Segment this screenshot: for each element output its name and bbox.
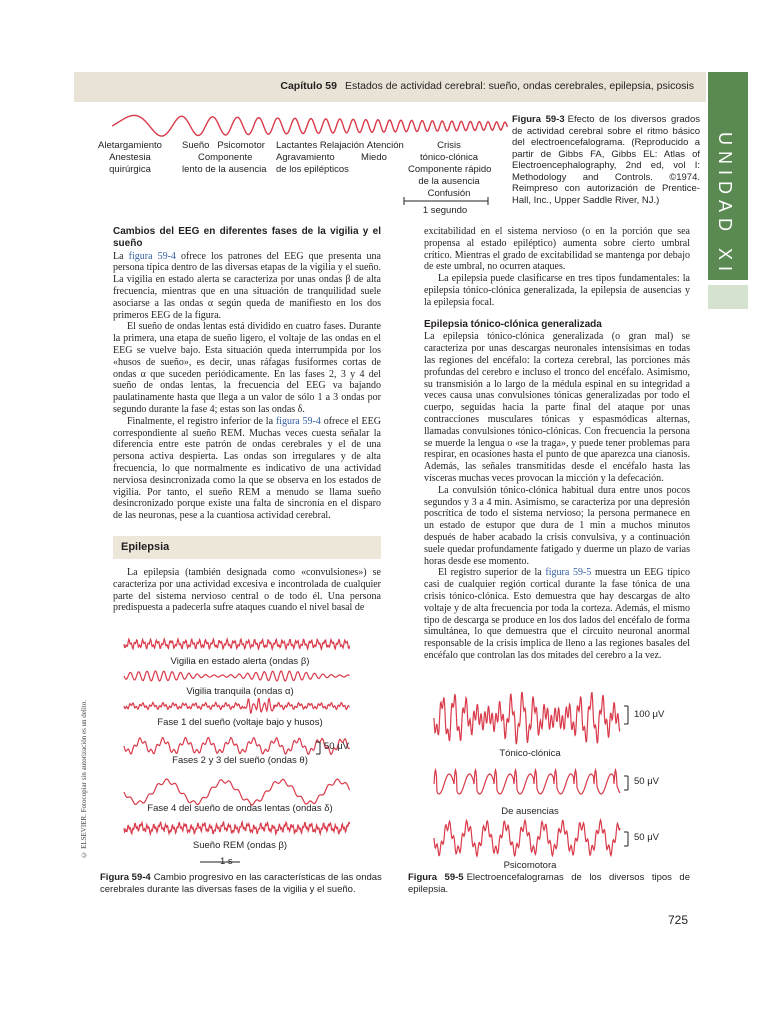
fig59-3-caption [512,114,700,206]
right-paragraph-4: La convulsión tónico-clónica habitual dura entre unos pocos segundos y 3 a 4 min. Asimismo, se caracteriza por una depresión poscrítica de todo el sistema nervioso; la persona permanece en un estado de estupor que dura de 1 min a muchos minutos después de haber acabado la crisis convulsiva, y a continuación suele quedar profundamente fatigado y duerme un plazo de varias horas desde ese momento. [424,484,690,567]
unit-tab-label: UNIDAD XI [715,132,735,278]
right-column [424,226,690,662]
copyright-note [80,700,94,900]
fig59-5-caption [408,872,690,895]
left-paragraph-3: Finalmente, el registro inferior de la figura 59-4 ofrece el EEG correspondiente al sueño REM. Muchas veces cuesta señalar la diferencia entre este patrón de ondas cerebrales y el de una persona activa despierta. Las ondas son irregulares y de alta frecuencia, lo que normalmente es indicativo de una actividad nerviosa desincronizada como la que se observa en los estados de vigilia. Por tanto, el sueño REM a menudo se llama sueño desincronizado porque existe una falta de sincronía en el disparo de las neuronas, pese a la cuantiosa actividad cerebral. [113,415,381,522]
fig59-4-trace-2 [124,671,350,681]
page-number: 725 [668,913,689,927]
left-column [113,226,381,522]
fig59-5-trace-label-2: De ausencias [501,806,559,817]
left-paragraph-2: El sueño de ondas lentas está dividido en cuatro fases. Durante la primera, una etapa de sueño ligero, el voltaje de las ondas en el EEG se vuelve bajo. Esta situación queda interrumpida por los «husos de sueño», es decir, unas ráfagas fusiformes cortas de ondas α que suceden periódicamente. En las fases 2, 3 y 4 del sueño de ondas lentas, la frecuencia del EEG va bajando paulatinamente hasta que llega a un valor de sólo 1 a 3 ondas por segundo durante la fase 4; estas son las ondas δ. [113,321,381,415]
right-paragraph-2: La epilepsia puede clasificarse en tres tipos fundamentales: la epilepsia tónico-clónica generalizada, la epilepsia de ausencias y la epilepsia focal. [424,273,690,308]
section-heading-eeg-sleep: Cambios del EEG en diferentes fases de la vigilia y el sueño [113,226,381,249]
fig59-5-waveforms [430,692,630,870]
fig59-3-waveform [112,110,512,142]
fig59-4-trace-4 [124,738,350,755]
section-epilepsia [113,536,381,559]
fig59-5-scale-2: 50 μV [634,776,660,787]
fig59-4-caption-label: Figura 59-4 [100,872,151,883]
chapter-number: Capítulo 59 [280,80,337,92]
figure-59-5-link[interactable]: figura 59-5 [545,567,592,579]
right-paragraph-5: El registro superior de la figura 59-5 muestra un EEG típico casi de cualquier región cortical durante la fase tónica de una crisis tónico-clónica. Esto demuestra que hay descargas de alto voltaje y de alta frecuencia por toda la corteza. Además, el mismo tipo de descarga se produce en los dos lados del encéfalo de forma simultánea, lo que demuestra que el circuito neuronal anormal responsable de la crisis implica de lleno a las regiones basales del encéfalo que controlan las dos mitades del cerebro a la vez. [424,567,690,661]
fig59-5-scale-1: 100 μV [634,709,665,720]
fig59-4-caption [100,872,385,895]
fig59-5-caption-label: Figura 59-5 [408,872,464,883]
header-text [280,80,694,92]
fig59-4-trace-label-4: Fases 2 y 3 del sueño (ondas θ) [172,755,308,766]
figure-59-4-link[interactable]: figura 59-4 [128,250,176,262]
fig59-3-label-col3: Lactantes Relajación Atención Agravamiento Miedo de los epilépticos [276,140,404,175]
fig59-4-time-scale: 1 s [220,856,233,867]
fig59-5-trace-2 [434,770,620,794]
fig59-4-trace-5 [124,779,350,805]
unit-tab [708,72,748,280]
fig59-5-trace-label-1: Tónico-clónica [499,748,561,759]
chapter-title: Estados de actividad cerebral: sueño, ondas cerebrales, epilepsia, psicosis [344,80,694,92]
fig59-5-trace-1 [434,692,620,744]
fig59-4-voltage-scale: 50 μV [324,741,350,752]
fig59-4-trace-1 [124,639,350,649]
fig59-4-trace-label-6: Sueño REM (ondas β) [192,840,288,851]
fig59-4-trace-label-2: Vigilia tranquila (ondas α) [186,686,294,697]
figure-59-4-link-2[interactable]: figura 59-4 [275,415,321,427]
fig59-5-trace-label-3: Psicomotora [503,860,557,871]
fig59-3-caption-text: Efecto de los diversos grados de actividad cerebral sobre el ritmo básico del electroencefalograma. (Reproducido a partir de Gibbs FA, Gibbs EL: Atlas of Electroencephalography, 2nd ed, vol I: Methodology and Controls. ©1974. Reimpreso con autorización de Prentice-Hall, Inc., Upper Saddle River, NJ.) [512,114,700,206]
right-paragraph-3: La epilepsia tónico-clónica generalizada (o gran mal) se caracteriza por unas descargas neuronales intensísimas en todas las regiones del encéfalo: la corteza cerebral, las porciones más profundas del cerebro e incluso el tronco del encéfalo. Asimismo, su transmisión a lo largo de la médula espinal en su integridad a veces causa unas convulsiones tónicas generalizadas por todo el cuerpo, seguidas hacia la parte final del ataque por unas contracciones musculares tónicas y espasmódicas alternas, llamadas convulsiones tónico-clónicas. Con frecuencia la persona se muerde la lengua o «se la traga», y puede tener problemas para respirar, en ocasiones hasta el punto de que aparezca una cianosis. Además, las señales transmitidas desde el encéfalo hasta las vísceras muchas veces provocan la micción y la defecación. [424,331,690,484]
fig59-4-trace-label-3: Fase 1 del sueño (voltaje bajo y husos) [157,717,323,728]
fig59-3-trace [112,115,507,136]
copyright-text: © ELSEVIER. Fotocopiar sin autorización es un delito. [80,700,88,859]
left-column-bottom [113,567,381,614]
running-header [74,72,706,102]
fig59-4-trace-label-5: Fase 4 del sueño de ondas lentas (ondas δ) [147,803,333,814]
fig59-3-scale-label: 1 segundo [422,205,468,216]
fig59-5-scale-3: 50 μV [634,832,660,843]
unit-tab-secondary [708,285,748,309]
fig59-4-trace-6 [124,822,350,834]
fig59-3-label-col1: Aletargamiento Anestesia quirúrgica [98,140,162,175]
fig59-3-label-col4: Crisis tónico-clónica Componente rápido de la ausencia Confusión [408,140,492,199]
left-paragraph-1: La figura 59-4 ofrece los patrones del EEG que presenta una persona típica dentro de las diversas etapas de la vigilia y el sueño. La vigilia en estado alerta se caracteriza por unas ondas β de alta frecuencia, mientras que en una situación de tranquilidad suele asociarse a las ondas α según queda de manifiesto en los dos primeros EEG de la figura. [113,250,381,321]
fig59-5-caption-text: Electroencefalogramas de los diversos tipos de epilepsia. [408,872,691,895]
section-title-epilepsia: Epilepsia [121,541,170,553]
fig59-5-trace-3 [434,820,620,856]
fig59-3-label-col2: Sueño Psicomotor Componente lento de la ausencia [182,140,267,175]
right-paragraph-1: excitabilidad en el sistema nervioso (o en la porción que sea propensa al estado epiléptico) aumenta sobre cierto umbral crítico. Mientras el grado de excitabilidad se mantenga por debajo de este umbral, no ocurren ataques. [424,226,690,273]
fig59-4-trace-3 [124,699,350,714]
left-paragraph-4: La epilepsia (también designada como «convulsiones») se caracteriza por una actividad excesiva e incontrolada de cualquier parte del sistema nervioso central o de todo él. Una persona predispuesta a padecerla sufre ataques cuando el nivel basal de [113,567,381,614]
section-heading-tonic-clonic: Epilepsia tónico-clónica generalizada [424,318,602,330]
fig59-4-trace-label-1: Vigilia en estado alerta (ondas β) [170,656,310,667]
fig59-3-caption-label: Figura 59-3 [512,114,565,125]
fig59-4-caption-text: Cambio progresivo en las características de las ondas cerebrales durante las diversas fases de la vigilia y el sueño. [100,872,382,895]
